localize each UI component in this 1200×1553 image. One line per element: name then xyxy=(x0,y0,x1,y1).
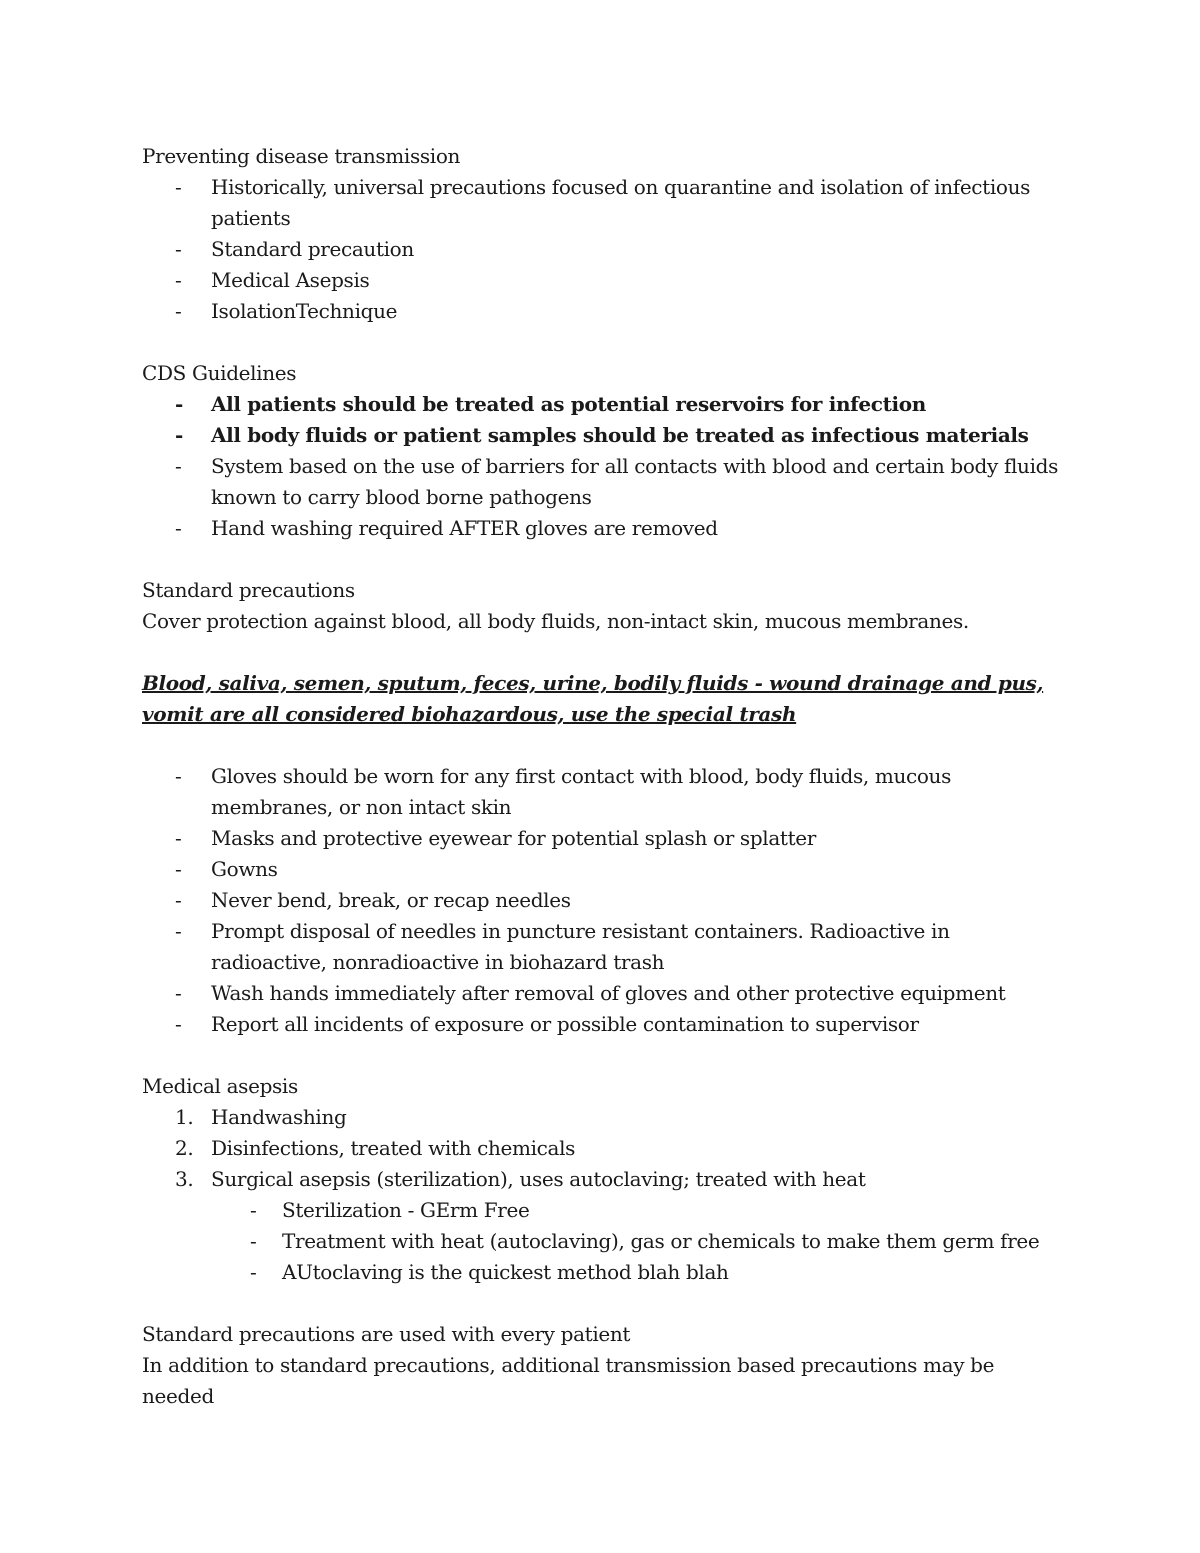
blank-line xyxy=(142,637,1062,668)
list-item: - IsolationTechnique xyxy=(142,296,1062,327)
list-item: - Prompt disposal of needles in puncture resistant containers. Radioactive in radioactive, nonradioactive in biohazard trash xyxy=(142,916,1062,978)
surgical-asepsis-sublist xyxy=(142,1195,1062,1288)
sub-list-item: - Treatment with heat (autoclaving), gas or chemicals to make them germ free xyxy=(142,1226,1062,1257)
list-item: - Historically, universal precautions focused on quarantine and isolation of infectious patients xyxy=(142,172,1062,234)
document-page xyxy=(142,141,1062,1412)
list-number: 3. xyxy=(175,1167,194,1191)
list-item: - Standard precaution xyxy=(142,234,1062,265)
list-item: - Gloves should be worn for any first contact with blood, body fluids, mucous membranes, or non intact skin xyxy=(142,761,1062,823)
blank-line xyxy=(142,730,1062,761)
heading-preventing-disease-transmission: Preventing disease transmission xyxy=(142,144,461,168)
list-item: - Wash hands immediately after removal of gloves and other protective equipment xyxy=(142,978,1062,1009)
list-item: - System based on the use of barriers for all contacts with blood and certain body fluids known to carry blood borne pathogens xyxy=(142,451,1062,513)
blank-line xyxy=(142,1288,1062,1319)
additional-precautions-note: In addition to standard precautions, additional transmission based precautions may be needed xyxy=(142,1353,995,1408)
list-number: 1. xyxy=(175,1105,194,1129)
list-item: - Report all incidents of exposure or possible contamination to supervisor xyxy=(142,1009,1062,1040)
standard-precautions-every-patient: Standard precautions are used with every patient xyxy=(142,1322,631,1346)
list-item: - Gowns xyxy=(142,854,1062,885)
cds-guidelines-list xyxy=(142,389,1062,544)
numbered-item-text: Surgical asepsis (sterilization), uses autoclaving; treated with heat xyxy=(211,1167,866,1191)
blank-line xyxy=(142,327,1062,358)
standard-precautions-list xyxy=(142,761,1062,1040)
list-item: - Hand washing required AFTER gloves are removed xyxy=(142,513,1062,544)
list-item: - All patients should be treated as potential reservoirs for infection xyxy=(142,389,1062,420)
list-item: - Masks and protective eyewear for potential splash or splatter xyxy=(142,823,1062,854)
numbered-item xyxy=(142,1133,1062,1164)
sub-list-item: - Sterilization - GErm Free xyxy=(142,1195,1062,1226)
sub-list-item: - AUtoclaving is the quickest method blah blah xyxy=(142,1257,1062,1288)
medical-asepsis-numbered-list xyxy=(142,1102,1062,1195)
numbered-item-text: Handwashing xyxy=(211,1105,347,1129)
list-item: - Medical Asepsis xyxy=(142,265,1062,296)
heading-cds-guidelines: CDS Guidelines xyxy=(142,361,297,385)
blank-line xyxy=(142,1040,1062,1071)
list-item: - All body fluids or patient samples should be treated as infectious materials xyxy=(142,420,1062,451)
heading-standard-precautions: Standard precautions xyxy=(142,578,355,602)
list-item: - Never bend, break, or recap needles xyxy=(142,885,1062,916)
standard-precautions-description: Cover protection against blood, all body fluids, non-intact skin, mucous membranes. xyxy=(142,609,969,633)
heading-medical-asepsis: Medical asepsis xyxy=(142,1074,298,1098)
biohazard-emphasis-note: Blood, saliva, semen, sputum, feces, urine, bodily fluids - wound drainage and pus, vomit are all considered biohazardous, use the special trash xyxy=(142,671,1044,726)
preventing-transmission-list xyxy=(142,172,1062,327)
numbered-item xyxy=(142,1164,1062,1195)
numbered-item xyxy=(142,1102,1062,1133)
blank-line xyxy=(142,544,1062,575)
list-number: 2. xyxy=(175,1136,194,1160)
numbered-item-text: Disinfections, treated with chemicals xyxy=(211,1136,576,1160)
